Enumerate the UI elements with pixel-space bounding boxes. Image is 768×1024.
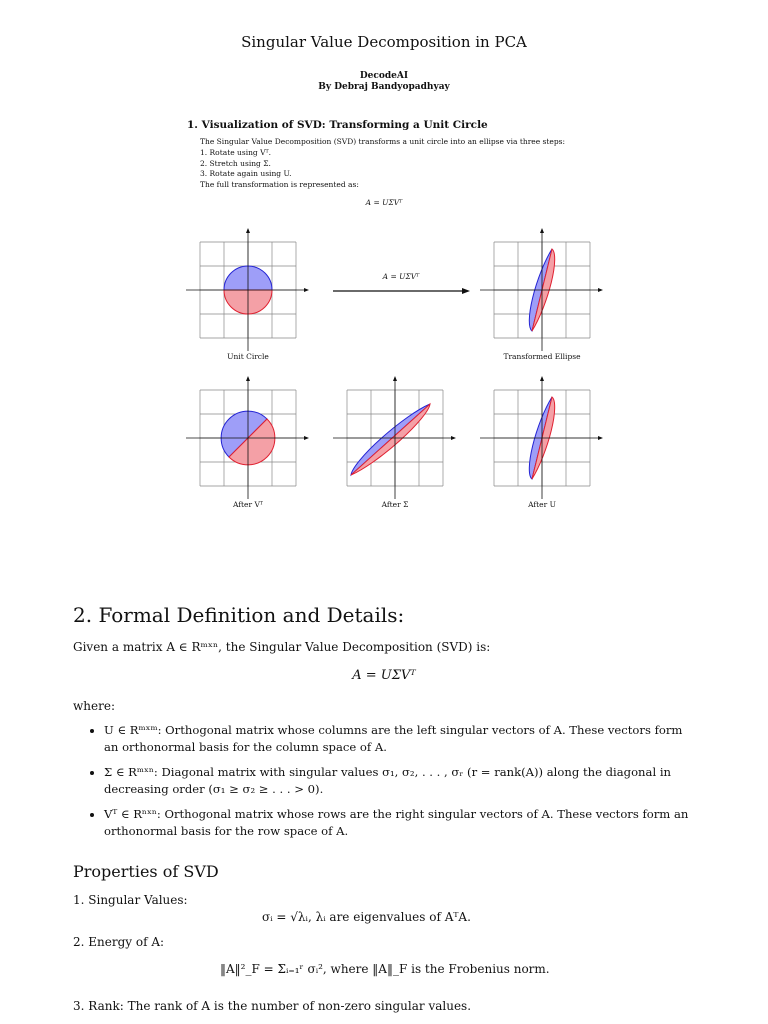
list-item: • Σ ∈ Rᵐˣⁿ: Diagonal matrix with singular values σ₁, σ₂, . . . , σᵣ (r = rank(A)) along the diagonal in decreasing order (σ₁ ≥ σ₂ ≥ . . . > 0). [104,764,700,798]
section2-heading: 2. Formal Definition and Details: [73,603,405,627]
property-label-2: 2. Energy of A: [73,935,165,949]
author-name: By Debraj Bandyopadhyay [318,82,450,92]
label-after-u: After U [528,500,556,509]
section1-intro: The Singular Value Decomposition (SVD) transforms a unit circle into an ellipse via three steps: [200,137,566,146]
property-label-3: 3. Rank: The rank of A is the number of non-zero singular values. [73,999,472,1013]
list-item: • U ∈ Rᵐˣᵐ: Orthogonal matrix whose columns are the left singular vectors of A. These vectors form an orthonormal basis for the column space of A. [104,722,700,756]
full-transform-text: The full transformation is represented as: [200,180,359,189]
properties-heading: Properties of SVD [73,862,219,881]
step-item: 1. Rotate using Vᵀ. [200,148,272,157]
x-axis-arrowhead [304,288,309,292]
y-axis-arrowhead [393,376,397,381]
label-after-sigma: After Σ [381,500,409,509]
x-axis-arrowhead [598,436,603,440]
matrix-definitions-list [90,722,700,848]
step-item: 2. Stretch using Σ. [200,158,271,168]
x-axis-arrowhead [598,288,603,292]
section2-equation: A = UΣVᵀ [352,668,416,683]
panel-after-vt [185,375,311,501]
where-text: where: [73,699,115,713]
x-axis-arrowhead [451,436,456,440]
label-transformed-ellipse: Transformed Ellipse [503,352,581,361]
panel-transformed-ellipse [479,227,605,353]
y-axis-arrowhead [246,376,250,381]
step-item: 3. Rotate again using U. [200,169,292,178]
section1-equation: A = UΣVᵀ [365,198,403,207]
section1-heading: 1. Visualization of SVD: Transforming a Unit Circle [187,119,488,131]
label-unit-circle: Unit Circle [227,352,269,361]
property-formula-1: σᵢ = √λᵢ, λᵢ are eigenvalues of AᵀA. [262,910,471,924]
section2-given: Given a matrix A ∈ Rᵐˣⁿ, the Singular Value Decomposition (SVD) is: [73,640,491,654]
property-label-1: 1. Singular Values: [73,893,188,907]
property-formula-2: ‖A‖²_F = Σᵢ₌₁ʳ σᵢ², where ‖A‖_F is the Frobenius norm. [220,962,550,976]
y-axis-arrowhead [540,228,544,233]
author-org: DecodeAI [359,71,409,81]
y-axis-arrowhead [540,376,544,381]
panel-unit-circle [185,227,311,353]
label-after-vt: After Vᵀ [232,500,264,509]
panel-after-sigma [332,375,458,501]
x-axis-arrowhead [304,436,309,440]
y-axis-arrowhead [246,228,250,233]
section1-steps [200,148,292,180]
arrow-label: A = UΣVᵀ [382,272,420,281]
lower-half-shape [351,404,430,475]
list-item: • Vᵀ ∈ Rⁿˣⁿ: Orthogonal matrix whose rows are the right singular vectors of A. These vectors form an orthonormal basis for the row space of A. [104,806,700,840]
document-title: Singular Value Decomposition in PCA [241,33,527,51]
panel-after-u [479,375,605,501]
